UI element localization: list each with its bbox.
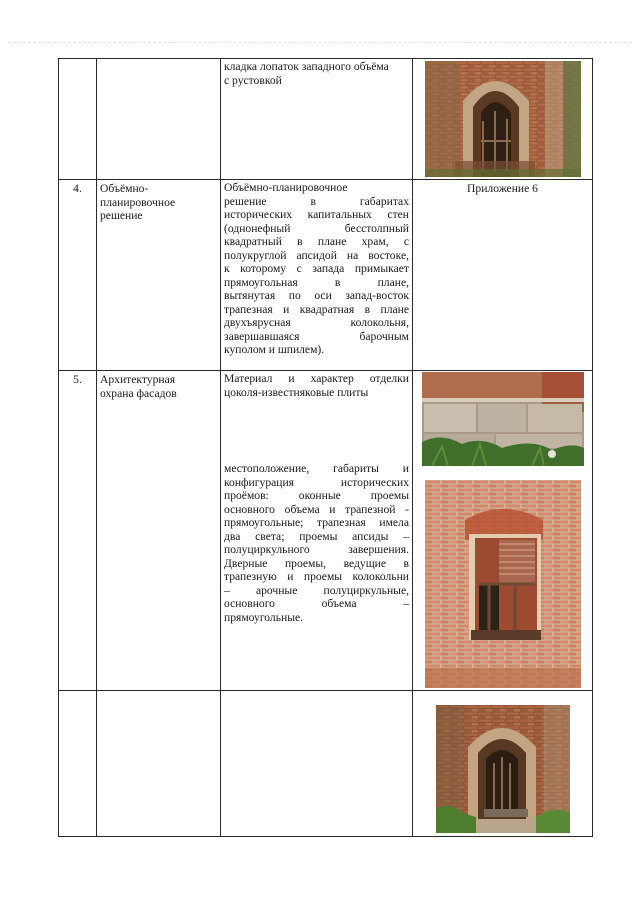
description-line: полукруглой апсидой на востоке, [224,248,409,262]
table-row [59,691,593,837]
row-photo-cell [413,691,593,837]
description-line: двухъярусная колокольня, [224,316,409,329]
row-name-cell [97,691,221,837]
description-line: основного объема и трапезной - [224,502,409,516]
description-line: с рустовкой [224,73,282,87]
description-line: исторических капитальных стен [224,208,409,221]
description-line: прямоугольная в плане, [224,275,409,289]
row-name-cell [97,180,221,371]
row-photo-cell [413,180,593,371]
row-description-cell [221,691,413,837]
description-line: трапезную и проемы колокольни [224,570,409,583]
name-line: охрана фасадов [100,386,177,400]
name-line: решение [100,209,143,222]
description-gap [224,399,409,462]
description-line: куполом и шпилем). [224,343,325,356]
description-line: полуциркульного завершения. [224,543,409,556]
row-name-cell [97,371,221,691]
description-line: решение в габаритах [224,194,409,208]
table-row [59,180,593,371]
description-line: (однонефный бесстолпный [224,221,409,235]
description-line: кладка лопаток западного объёма [224,60,389,73]
description-line: проёмов: оконные проемы [224,489,409,502]
table-row [59,59,593,180]
description-line: два света; проемы апсиды – [224,529,409,543]
page-top-edge [8,42,632,43]
row-description-cell [221,180,413,371]
row-number-cell: 5. [59,371,97,691]
row-number-cell [59,691,97,837]
description-line: местоположение, габариты и [224,462,409,475]
description-line: конфигурация исторических [224,475,409,489]
row-number-cell: 4. [59,180,97,371]
table-row [59,371,593,691]
description-line: основного объема – [224,597,409,610]
photo-arched-window [425,61,581,177]
description-line: к которому с запада примыкает [224,262,409,275]
description-line: прямоугольные; трапезная имела [224,516,409,529]
row-description-cell [221,59,413,180]
photo-limestone-plinth [422,372,584,466]
description-line: цоколя-известняковые плиты [224,385,369,399]
description-line: Материал и характер отделки [224,372,409,385]
row-photo-cell [413,59,593,180]
protection-subject-table [58,58,593,837]
photo-arched-doorway [436,705,570,833]
row-name-cell [97,59,221,180]
description-line: прямоугольные. [224,610,304,624]
description-line: трапезная и квадратная в плане [224,302,409,316]
appendix-reference: Приложение 6 [467,182,538,195]
name-line: Архитектурная [100,373,176,386]
description-line: – арочные полуциркульные, [224,583,409,597]
photo-rectangular-window [425,480,581,688]
name-line: Объёмно- [100,182,149,195]
description-line: Объёмно-планировочное [224,181,348,194]
description-line: завершавшаяся барочным [224,329,409,343]
description-line: квадратный в плане храм, с [224,235,409,248]
name-line: планировочное [100,195,176,209]
row-number-cell [59,59,97,180]
description-line: Дверные проемы, ведущие в [224,556,409,570]
row-description-cell [221,371,413,691]
row-photo-cell [413,371,593,691]
description-line: вытянутая по оси запад-восток [224,289,409,302]
